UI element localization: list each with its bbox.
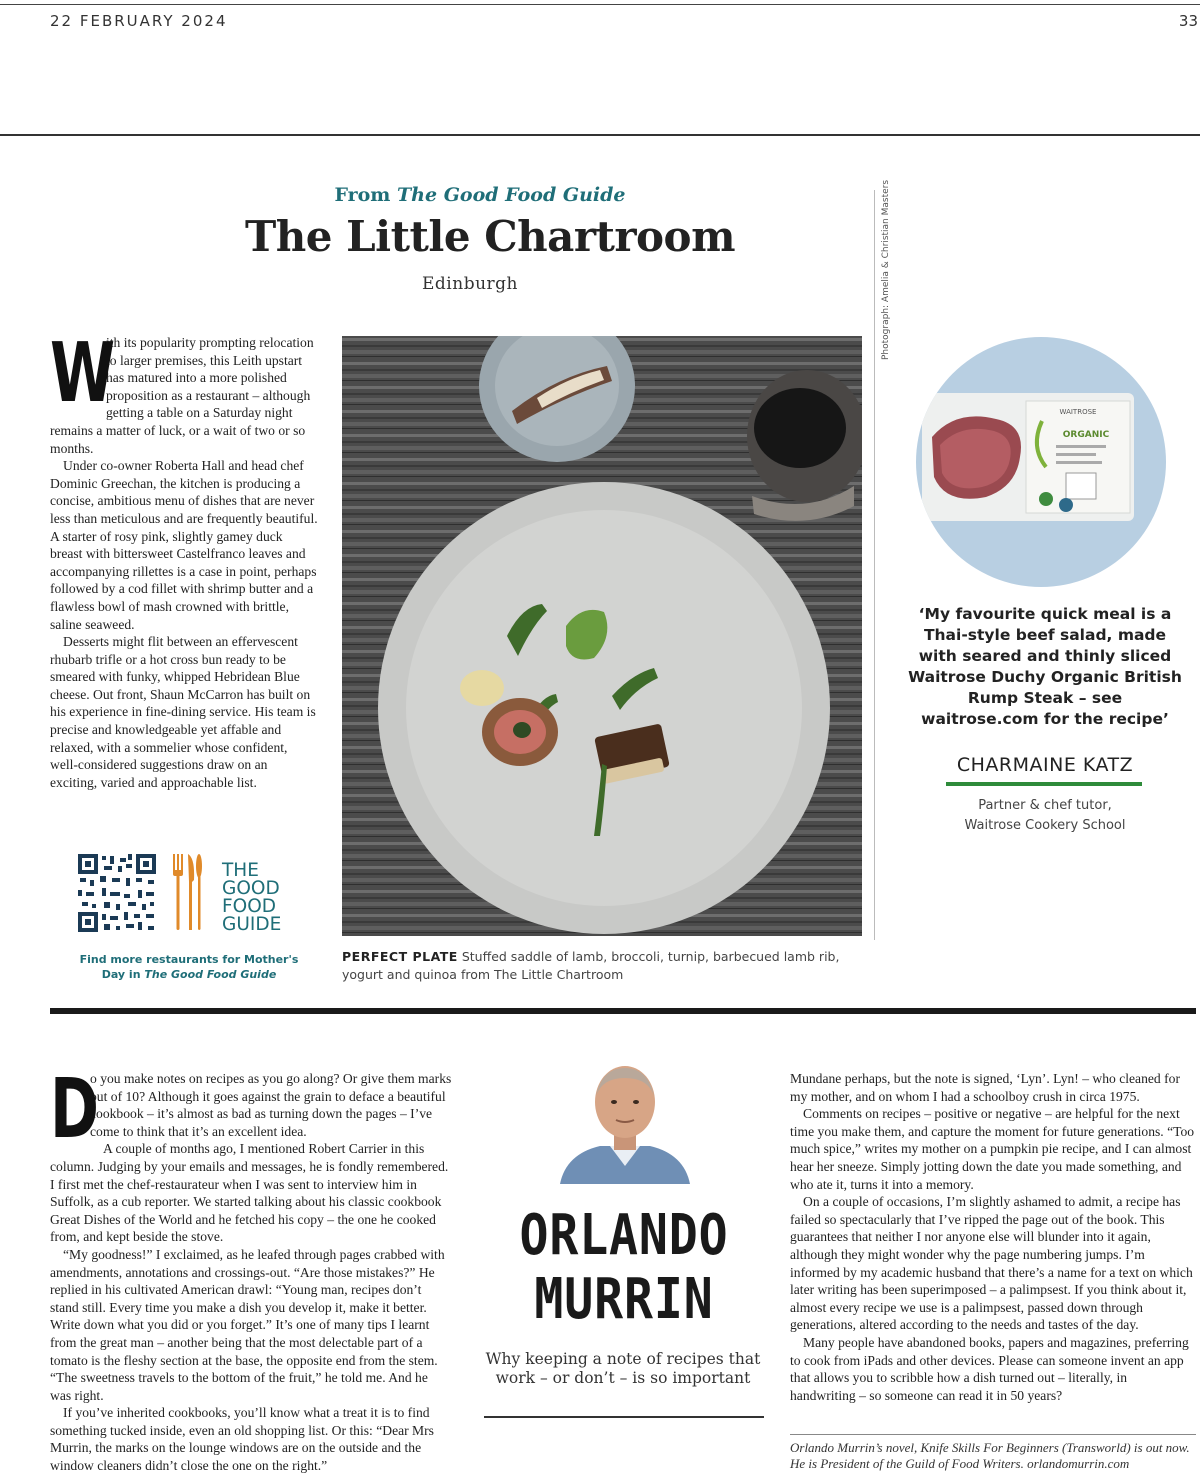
column-paragraph-7: On a couple of occasions, I’m slightly ashamed to admit, a recipe has failed so spectacularly that I’ve ripped the page out of the book. This guarantees that neither I nor anyone else will blunder into it again, although they might wonder why the page numbering jumps. I’m informed by my academic husband that there’s a name for a text on which later writing has been superimposed – a palimpsest. If you think about it, almost every recipe we use is a palimpsest, passed down through generations, altered according to the needs and tastes of the day.	[790, 1194, 1193, 1333]
section-divider	[50, 1008, 1196, 1014]
promo-author-role	[930, 796, 1160, 836]
issue-date: 22 FEBRUARY 2024	[50, 12, 228, 30]
find-more-link[interactable]	[76, 952, 302, 982]
top-rule	[0, 4, 1200, 5]
dropcap-box	[50, 1062, 100, 1157]
author-portrait	[552, 1062, 698, 1184]
find-more-prefix: Find more restaurants for Mother's Day in	[79, 953, 299, 981]
promo-quote: ‘My favourite quick meal is a Thai-style beef salad, made with seared and thinly sliced Waitrose Duchy Organic British Rump Steak – see waitrose.com for the recipe’	[908, 605, 1182, 728]
review-paragraph-1	[50, 326, 318, 457]
kicker-title: The Good Food Guide	[397, 184, 626, 206]
author-last-name: MURRIN	[534, 1267, 714, 1332]
logo-line-3: FOOD	[222, 896, 277, 917]
dropcap-box	[50, 326, 116, 421]
header-rule	[0, 134, 1200, 136]
review-location: Edinburgh	[422, 274, 518, 294]
promo-role-line-1: Partner & chef tutor,	[978, 798, 1112, 813]
cutlery-illustration	[172, 852, 202, 932]
find-more-title: The Good Food Guide	[144, 968, 277, 981]
promo-role-line-2: Waitrose Cookery School	[964, 818, 1126, 833]
logo-line-2: GOOD	[222, 878, 280, 899]
column-paragraph-1	[50, 1062, 452, 1157]
promo-author-name: CHARMAINE KATZ	[956, 754, 1134, 776]
column-divider	[874, 190, 875, 940]
photo-credit-text: Photograph: Amelia & Christian Masters	[881, 179, 891, 360]
column-standfirst: Why keeping a note of recipes that work – or don’t – is so important	[485, 1350, 761, 1387]
review-paragraph-text: ith its popularity prompting relocation to larger premises, this Leith upstart has matured into a more polished proposition as a restaurant – although getting a table on a Saturday night remains a matter of luck, or a wait of two or so months.	[50, 335, 314, 456]
photo-credit	[881, 179, 899, 360]
qr-code-icon	[76, 852, 158, 934]
author-byline	[504, 1204, 745, 1332]
column-paragraph-8: Many people have abandoned books, papers and magazines, preferring to cook from iPads and other devices. Please can someone invent an app that allows you to scribble how a dish turned out – literally, in handwriting – so someone can read it in 50 years?	[790, 1334, 1189, 1403]
column-dropcap: D	[50, 1062, 100, 1157]
product-image-circle	[916, 337, 1166, 587]
review-dropcap: W	[50, 326, 116, 421]
caption-label: PERFECT PLATE	[342, 949, 458, 964]
author-portrait-illustration	[552, 1062, 698, 1184]
photo-caption	[342, 948, 842, 984]
column-paragraph-5: Mundane perhaps, but the note is signed, ‘Lyn’. Lyn! – who cleaned for my mother, and on whom I had a schoolboy crush in circa 1975.	[790, 1071, 1180, 1104]
column-text-left	[50, 1062, 452, 1475]
review-body	[50, 326, 318, 791]
kicker-prefix: From	[334, 184, 391, 206]
standfirst-rule	[484, 1416, 764, 1418]
food-photo	[342, 336, 862, 936]
page-number: 33	[1178, 12, 1198, 30]
promo-author-rule	[946, 782, 1142, 786]
food-photo-illustration	[342, 336, 862, 936]
footnote-rule	[790, 1434, 1196, 1435]
logo-line-4: GUIDE	[222, 914, 282, 935]
cutlery-icon	[172, 852, 202, 932]
author-footnote: Orlando Murrin’s novel, Knife Skills For Beginners (Transworld) is out now. He is President of the Guild of Food Writers. orlandomurrin.com	[790, 1440, 1190, 1471]
column-paragraph-2: A couple of months ago, I mentioned Robert Carrier in this column. Judging by your emails and messages, he is fondly remembered. I first met the chef-restaurateur when I was sent to interview him in Suffolk, as a cub reporter. We started talking about his classic cookbook Great Dishes of the World and he fetched his copy – the one he cooked from, and kept beside the stove.	[50, 1141, 449, 1245]
column-paragraph-6: Comments on recipes – positive or negative – are helpful for the next time you make them, and capture the moment for future generations. “Too much spice,” writes my mother on a pumpkin pie recipe, and I can almost hear her sneeze. Simply jotting down the date you made something, and who ate it, turns it into a memory.	[790, 1106, 1195, 1192]
qr-code[interactable]	[76, 852, 158, 934]
good-food-guide-logo	[222, 862, 281, 934]
author-first-name: ORLANDO	[519, 1203, 729, 1268]
review-paragraph-2: Under co-owner Roberta Hall and head chef Dominic Greechan, the kitchen is producing a concise, ambitious menu of dishes that are never less than meticulous and are frequently beautiful. A starter of rosy pink, slightly gamey duck breast with bittersweet Castelfranco leaves and accompanying rillettes is a case in point, perhaps followed by a cod fillet with shrimp butter and a flawless bowl of mash crowned with brittle, saline seaweed.	[50, 458, 318, 632]
pack-brand-text: WAITROSE	[1059, 408, 1097, 416]
caption-text: Stuffed saddle of lamb, broccoli, turnip, barbecued lamb rib, yogurt and quinoa from The Little Chartroom	[342, 949, 840, 982]
pack-label-text: ORGANIC	[1062, 430, 1110, 440]
logo-line-1: THE	[222, 860, 259, 881]
column-text-right	[790, 1070, 1196, 1404]
steak-pack-illustration	[916, 337, 1166, 587]
column-paragraph-3: “My goodness!” I exclaimed, as he leafed through pages crabbed with amendments, annotations and crossings-out. “Are those mistakes?” He replied in his cultivated American drawl: “Young man, recipes don’t stand still. Every time you make a dish you develop it, make it better. Write down what you did or you forget.” It’s one of many tips I learnt from the great man – another being that the most delectable part of a tomato is the fleshy section at the base, the opposite end from the stem. “The sweetness travels to the bottom of the fruit,” he told me. And he was right.	[50, 1246, 445, 1403]
column-paragraph-text: o you make notes on recipes as you go along? Or give them marks out of 10? Although it goes against the grain to deface a beautiful cookbook – it’s almost as bad as turning down the pages – I’ve come to think that it’s an excellent idea.	[90, 1071, 452, 1139]
column-paragraph-4: If you’ve inherited cookbooks, you’ll know what a treat it is to find something tucked inside, even an old shopping list. Or this: “Dear Mrs Murrin, the marks on the lounge windows are on the outside and the window cleaners didn’t close the one on the right.”	[50, 1405, 434, 1474]
review-paragraph-3: Desserts might flit between an effervescent rhubarb trifle or a hot cross bun ready to be smeared with funky, whipped Hebridean Blue cheese. Out front, Shaun McCarron has built on his experience in fine-dining service. His team is precise and knowledgeable yet affable and relaxed, with a sommelier whose confident, well-considered suggestions draw on an exciting, varied and approachable list.	[50, 634, 316, 790]
review-title: The Little Chartroom	[244, 212, 736, 261]
review-kicker	[220, 184, 740, 206]
